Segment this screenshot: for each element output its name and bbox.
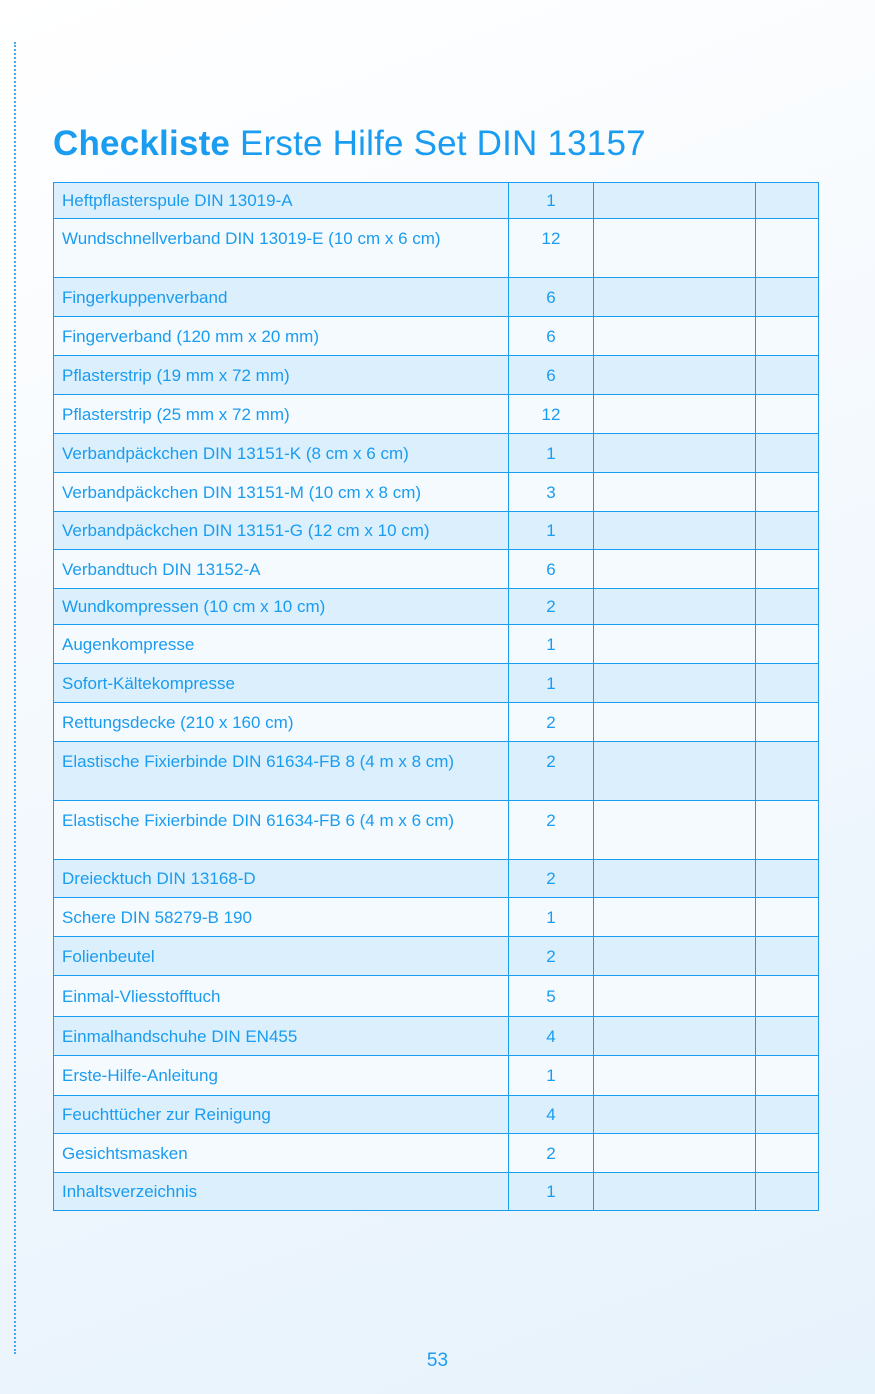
item-name: Elastische Fixierbinde DIN 61634-FB 6 (4 m x 6 cm) [54,801,509,860]
table-row [54,1017,819,1056]
item-name: Erste-Hilfe-Anleitung [54,1056,509,1096]
table-row [54,742,819,801]
item-name: Verbandpäckchen DIN 13151-G (12 cm x 10 cm) [54,512,509,550]
item-quantity: 1 [509,1173,594,1211]
table-row [54,550,819,589]
item-quantity: 6 [509,356,594,395]
table-row [54,860,819,898]
check-cell [594,937,756,976]
item-name: Inhaltsverzeichnis [54,1173,509,1211]
item-quantity: 4 [509,1096,594,1134]
table-row [54,395,819,434]
table-row [54,801,819,860]
check-cell [756,1096,819,1134]
item-name: Verbandpäckchen DIN 13151-M (10 cm x 8 cm) [54,473,509,512]
check-cell [594,742,756,801]
item-quantity: 1 [509,898,594,937]
page-title-bold: Checkliste [53,124,231,163]
item-name: Heftpflasterspule DIN 13019-A [54,183,509,219]
item-quantity: 1 [509,664,594,703]
table-row [54,317,819,356]
item-quantity: 1 [509,512,594,550]
check-cell [756,1173,819,1211]
checklist-table [53,182,819,1211]
item-quantity: 2 [509,801,594,860]
item-name: Augenkompresse [54,625,509,664]
check-cell [594,434,756,473]
check-cell [756,434,819,473]
item-quantity: 6 [509,278,594,317]
check-cell [756,860,819,898]
item-quantity: 4 [509,1017,594,1056]
item-name: Dreiecktuch DIN 13168-D [54,860,509,898]
item-name: Einmal-Vliesstofftuch [54,976,509,1017]
checklist-body [54,183,819,1211]
item-quantity: 3 [509,473,594,512]
table-row [54,473,819,512]
table-row [54,1134,819,1173]
item-name: Wundkompressen (10 cm x 10 cm) [54,589,509,625]
check-cell [594,550,756,589]
item-name: Schere DIN 58279-B 190 [54,898,509,937]
item-name: Gesichtsmasken [54,1134,509,1173]
check-cell [594,395,756,434]
check-cell [594,317,756,356]
check-cell [756,278,819,317]
check-cell [756,898,819,937]
check-cell [756,742,819,801]
item-quantity: 1 [509,434,594,473]
item-quantity: 2 [509,1134,594,1173]
check-cell [594,625,756,664]
check-cell [756,801,819,860]
table-row [54,356,819,395]
item-name: Rettungsdecke (210 x 160 cm) [54,703,509,742]
item-name: Fingerverband (120 mm x 20 mm) [54,317,509,356]
check-cell [756,317,819,356]
item-name: Sofort-Kältekompresse [54,664,509,703]
item-name: Einmalhandschuhe DIN EN455 [54,1017,509,1056]
table-row [54,434,819,473]
table-row [54,219,819,278]
item-name: Folienbeutel [54,937,509,976]
check-cell [594,278,756,317]
item-quantity: 2 [509,860,594,898]
check-cell [756,473,819,512]
check-cell [594,183,756,219]
check-cell [756,703,819,742]
check-cell [756,1056,819,1096]
item-name: Elastische Fixierbinde DIN 61634-FB 8 (4 m x 8 cm) [54,742,509,801]
table-row [54,1096,819,1134]
item-quantity: 2 [509,937,594,976]
page-title-rest: Erste Hilfe Set DIN 13157 [240,124,646,163]
check-cell [594,976,756,1017]
item-quantity: 2 [509,703,594,742]
check-cell [594,1017,756,1056]
table-row [54,898,819,937]
check-cell [756,183,819,219]
table-row [54,664,819,703]
check-cell [594,512,756,550]
check-cell [594,473,756,512]
check-cell [756,550,819,589]
page-title [53,124,646,164]
check-cell [756,395,819,434]
item-name: Verbandpäckchen DIN 13151-K (8 cm x 6 cm) [54,434,509,473]
check-cell [756,664,819,703]
check-cell [594,589,756,625]
check-cell [756,356,819,395]
check-cell [594,356,756,395]
item-name: Wundschnellverband DIN 13019-E (10 cm x 6 cm) [54,219,509,278]
table-row [54,1056,819,1096]
table-row [54,937,819,976]
table-row [54,703,819,742]
item-quantity: 1 [509,183,594,219]
item-name: Verbandtuch DIN 13152-A [54,550,509,589]
table-row [54,183,819,219]
check-cell [756,589,819,625]
item-quantity: 2 [509,742,594,801]
check-cell [594,219,756,278]
table-row [54,1173,819,1211]
check-cell [594,703,756,742]
item-quantity: 6 [509,550,594,589]
table-row [54,278,819,317]
item-name: Pflasterstrip (19 mm x 72 mm) [54,356,509,395]
check-cell [594,664,756,703]
item-name: Fingerkuppenverband [54,278,509,317]
check-cell [594,801,756,860]
table-row [54,625,819,664]
check-cell [756,976,819,1017]
table-row [54,976,819,1017]
item-quantity: 6 [509,317,594,356]
dotted-margin-rule [14,42,16,1354]
check-cell [594,860,756,898]
item-quantity: 2 [509,589,594,625]
check-cell [756,1134,819,1173]
item-quantity: 12 [509,395,594,434]
table-row [54,512,819,550]
page-number: 53 [426,1350,449,1371]
check-cell [756,625,819,664]
check-cell [756,219,819,278]
item-quantity: 1 [509,625,594,664]
table-row [54,589,819,625]
check-cell [594,1056,756,1096]
item-quantity: 5 [509,976,594,1017]
item-name: Feuchttücher zur Reinigung [54,1096,509,1134]
check-cell [756,1017,819,1056]
item-quantity: 1 [509,1056,594,1096]
check-cell [594,898,756,937]
check-cell [594,1134,756,1173]
check-cell [756,512,819,550]
check-cell [594,1173,756,1211]
check-cell [594,1096,756,1134]
check-cell [756,937,819,976]
item-quantity: 12 [509,219,594,278]
item-name: Pflasterstrip (25 mm x 72 mm) [54,395,509,434]
